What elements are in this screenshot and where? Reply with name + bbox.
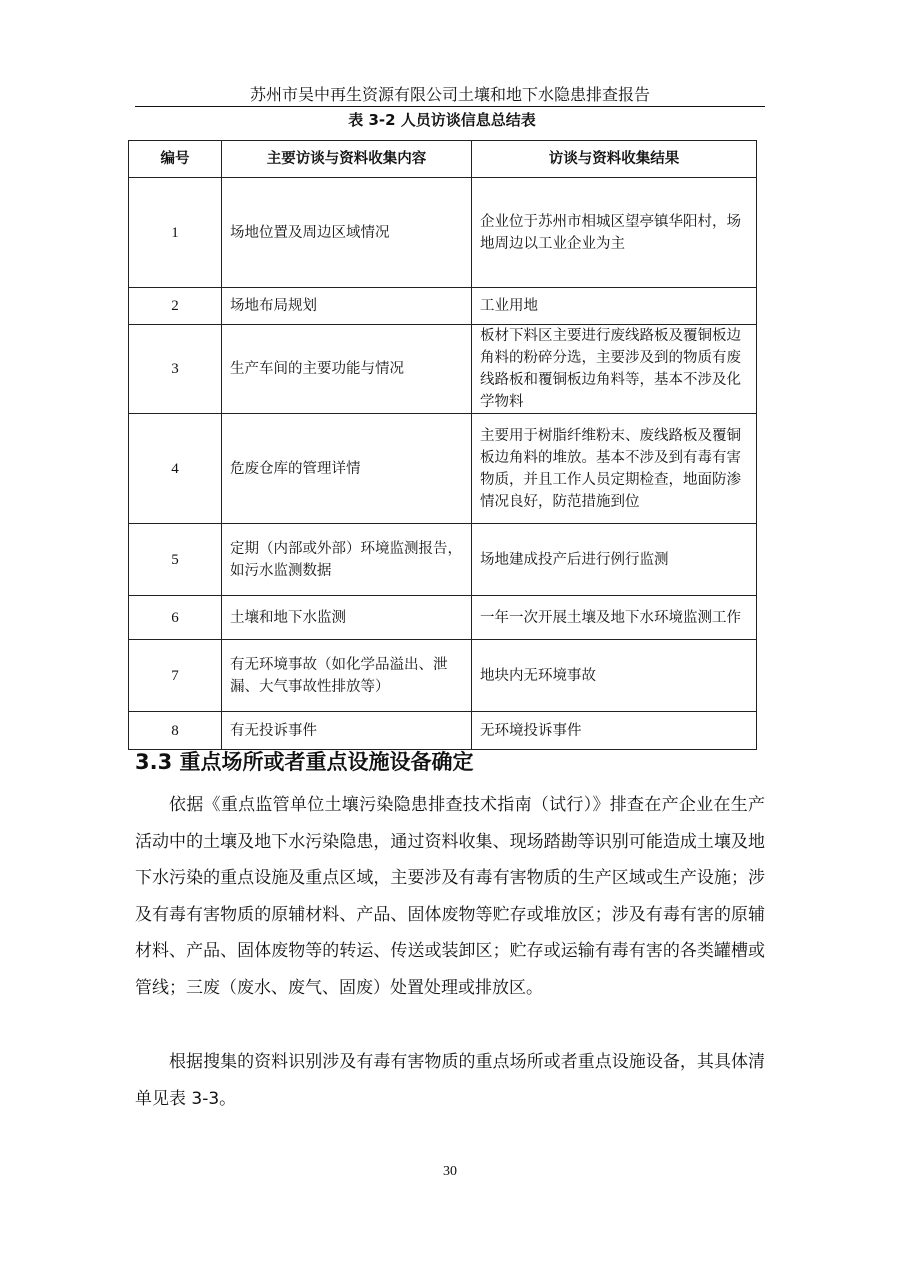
- row-content: 场地布局规划: [222, 288, 472, 325]
- body-paragraph: 依据《重点监管单位土壤污染隐患排查技术指南（试行）》排查在产企业在生产活动中的土壤及地下水污染隐患，通过资料收集、现场踏勘等识别可能造成土壤及地下水污染的重点设施及重点区域，主要涉及有毒有害物质的生产区域或生产设施；涉及有毒有害物质的原辅材料、产品、固体废物等贮存或堆放区；涉及有毒有害的原辅材料、产品、固体废物等的转运、传送或装卸区；贮存或运输有毒有害的各类罐槽或管线；三废（废水、废气、固废）处置处理或排放区。: [135, 795, 765, 998]
- table-row: [129, 414, 757, 524]
- body-paragraph: 根据搜集的资料识别涉及有毒有害物质的重点场所或者重点设施设备，其具体清单见表 3-3。: [135, 1052, 765, 1109]
- table-row: [129, 325, 757, 414]
- row-number: 2: [129, 288, 222, 325]
- row-content: 有无投诉事件: [222, 712, 472, 750]
- column-header-result: 访谈与资料收集结果: [472, 141, 757, 178]
- row-result: 主要用于树脂纤维粉末、废线路板及覆铜板边角料的堆放。基本不涉及到有毒有害物质，并且工作人员定期检查，地面防渗情况良好，防范措施到位: [472, 414, 757, 524]
- row-number: 6: [129, 596, 222, 640]
- row-result: 无环境投诉事件: [472, 712, 757, 750]
- table-row: [129, 288, 757, 325]
- row-content: 定期（内部或外部）环境监测报告，如污水监测数据: [222, 524, 472, 596]
- column-header-content: 主要访谈与资料收集内容: [222, 141, 472, 178]
- row-number: 5: [129, 524, 222, 596]
- row-content: 危废仓库的管理详情: [222, 414, 472, 524]
- table-header-row: [129, 141, 757, 178]
- row-result: 板材下料区主要进行废线路板及覆铜板边角料的粉碎分选，主要涉及到的物质有废线路板和覆铜板边角料等，基本不涉及化学物料: [472, 325, 757, 414]
- section-heading: 3.3 重点场所或者重点设施设备确定: [135, 750, 474, 774]
- row-result: 场地建成投产后进行例行监测: [472, 524, 757, 596]
- header-divider: [135, 106, 765, 107]
- row-content: 生产车间的主要功能与情况: [222, 325, 472, 414]
- row-number: 4: [129, 414, 222, 524]
- page-number: 30: [443, 1164, 457, 1179]
- table-row: [129, 640, 757, 712]
- column-header-number: 编号: [129, 141, 222, 178]
- row-content: 场地位置及周边区域情况: [222, 178, 472, 288]
- row-result: 一年一次开展土壤及地下水环境监测工作: [472, 596, 757, 640]
- row-content: 有无环境事故（如化学品溢出、泄漏、大气事故性排放等）: [222, 640, 472, 712]
- report-header-title: 苏州市吴中再生资源有限公司土壤和地下水隐患排查报告: [249, 85, 650, 104]
- row-number: 7: [129, 640, 222, 712]
- row-result: 企业位于苏州市相城区望亭镇华阳村，场地周边以工业企业为主: [472, 178, 757, 288]
- table-row: [129, 524, 757, 596]
- row-result: 工业用地: [472, 288, 757, 325]
- row-number: 3: [129, 325, 222, 414]
- row-content: 土壤和地下水监测: [222, 596, 472, 640]
- table-row: [129, 596, 757, 640]
- table-row: [129, 712, 757, 750]
- row-result: 地块内无环境事故: [472, 640, 757, 712]
- row-number: 8: [129, 712, 222, 750]
- table-caption: 表 3-2 人员访谈信息总结表: [348, 111, 536, 129]
- row-number: 1: [129, 178, 222, 288]
- table-row: [129, 178, 757, 288]
- interview-summary-table: [128, 140, 757, 750]
